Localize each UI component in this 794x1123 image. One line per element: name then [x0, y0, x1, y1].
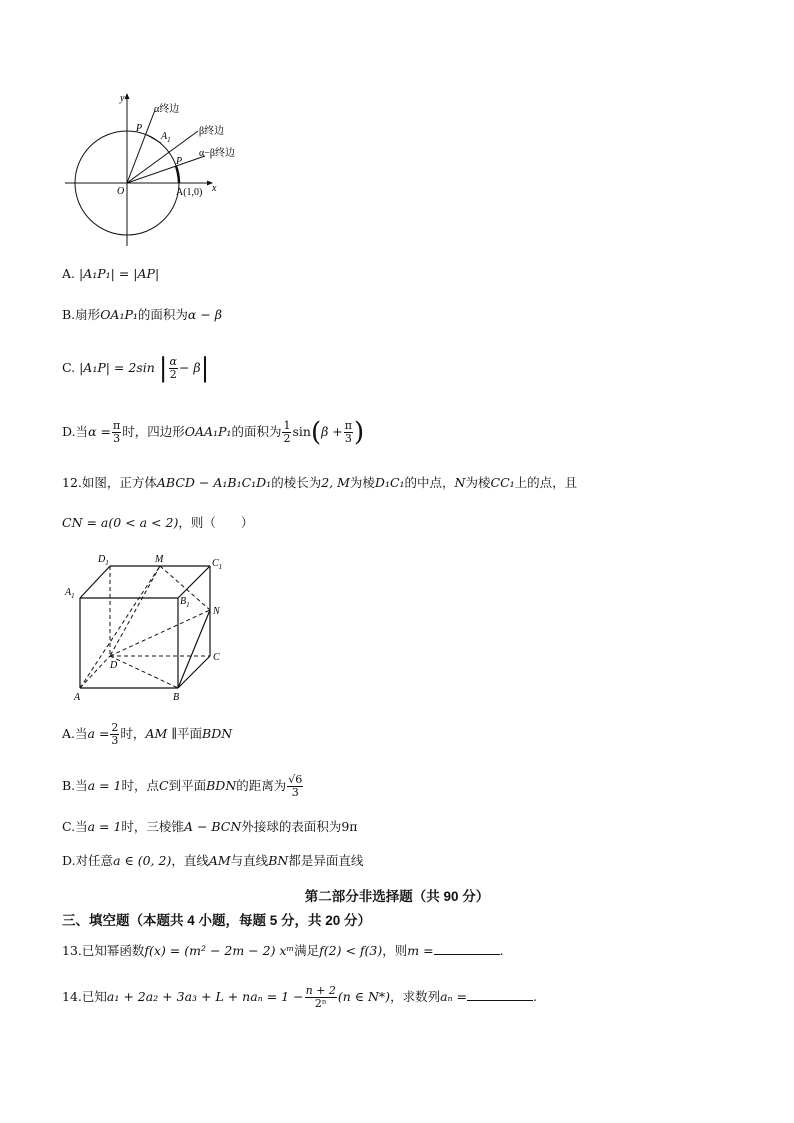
q12-stem-line2: CN = a(0 < a < 2)，则（ ）: [62, 515, 254, 530]
y-axis-arrow: [125, 93, 130, 99]
q11-option-a: A. |A₁P₁| = |AP|: [62, 266, 160, 281]
svg-text:C1: $C_1$: [212, 558, 223, 571]
q14: 14.已知a₁ + 2a₂ + 3a₃ + L + naₙ = 1 − $\frac{n + 2}{\text{2ⁿ}}$ (n ∈ N*)，求数列aₙ = .: [62, 984, 538, 1010]
cube-figure: [60, 548, 240, 706]
label-a1: $A_1$: [161, 131, 171, 144]
fraction: $\frac{n + 2}{\text{2ⁿ}}$: [305, 984, 336, 1010]
chord-p1-a1: [147, 135, 161, 143]
q12-stem-line1: 12.如图，正方体ABCD − A₁B₁C₁D₁的棱长为2, M为棱D₁C₁的中点，N为棱CC₁上的点，且: [62, 475, 578, 490]
label-origin: O: [117, 186, 125, 197]
svg-text:B: B: [173, 692, 180, 703]
q12-option-a: A.当a = $\frac{2}{3}$ 时，AM ∥平面BDN: [62, 721, 233, 747]
label-beta-side: β终边: [199, 126, 225, 137]
answer-blank[interactable]: [434, 942, 500, 955]
svg-text:A: A: [74, 692, 81, 703]
fraction: $\frac{\alpha}{2}$: [169, 355, 177, 381]
svg-text:D: D: [110, 660, 118, 671]
q12-option-b: B.当a = 1时，点C到平面BDN的距离为 $\frac{√6}{3}$: [62, 773, 303, 799]
q12-option-c: C.当a = 1时，三棱锥A − BCN外接球的表面积为9π: [62, 819, 358, 834]
q12-option-d: D.对任意a ∈ (0, 2)，直线AM与直线BN都是异面直线: [62, 853, 364, 868]
fraction: $\frac{1}{2}$: [283, 419, 291, 445]
answer-blank[interactable]: [467, 988, 533, 1001]
section3-title: 三、填空题（本题共 4 小题，每题 5 分，共 20 分）: [62, 913, 372, 928]
q13: 13.已知幂函数f(x) = (m² − 2m − 2) xᵐ满足f(2) < f(3)，则m = .: [62, 943, 504, 958]
diff-terminal-side: [127, 156, 205, 183]
fraction: $\frac{\pi}{3}$: [344, 419, 353, 445]
label-alpha-side: α终边: [154, 104, 180, 115]
q11-option-c: C. |A₁P| = 2sin | $\frac{\alpha}{2}$ − β|: [62, 353, 210, 384]
svg-text:B1: $B_1$: [180, 596, 190, 609]
label-y: y: [120, 93, 125, 104]
q11-option-d: D.当α = $\frac{\pi}{3}$ 时，四边形OAA₁P₁的面积为 $\frac{1}{2}$ sin(β + $\frac{\pi}{3}$ ): [62, 417, 365, 448]
alpha-terminal-side: [127, 110, 155, 183]
fraction: $\frac{2}{3}$: [111, 721, 119, 747]
label-x: x: [212, 183, 217, 194]
q11-option-b: B.扇形OA₁P₁的面积为α − β: [62, 307, 223, 322]
label-p: P: [176, 156, 183, 167]
svg-text:N: N: [213, 606, 220, 617]
part2-title: 第二部分非选择题（共 90 分）: [304, 889, 490, 904]
svg-text:A1: $A_1$: [65, 587, 75, 600]
svg-text:M: M: [155, 554, 164, 565]
fraction: $\frac{\pi}{3}$: [112, 419, 121, 445]
label-diff-side: α−β终边: [199, 148, 235, 159]
svg-text:C: C: [213, 652, 220, 663]
label-p1: P: [136, 123, 143, 134]
unit-circle-figure: [60, 88, 260, 253]
fraction: $\frac{√6}{3}$: [288, 773, 303, 799]
label-a: A(1,0): [176, 187, 203, 198]
svg-text:D1: $D_1$: [98, 554, 109, 567]
arc-a-p: [176, 166, 179, 183]
